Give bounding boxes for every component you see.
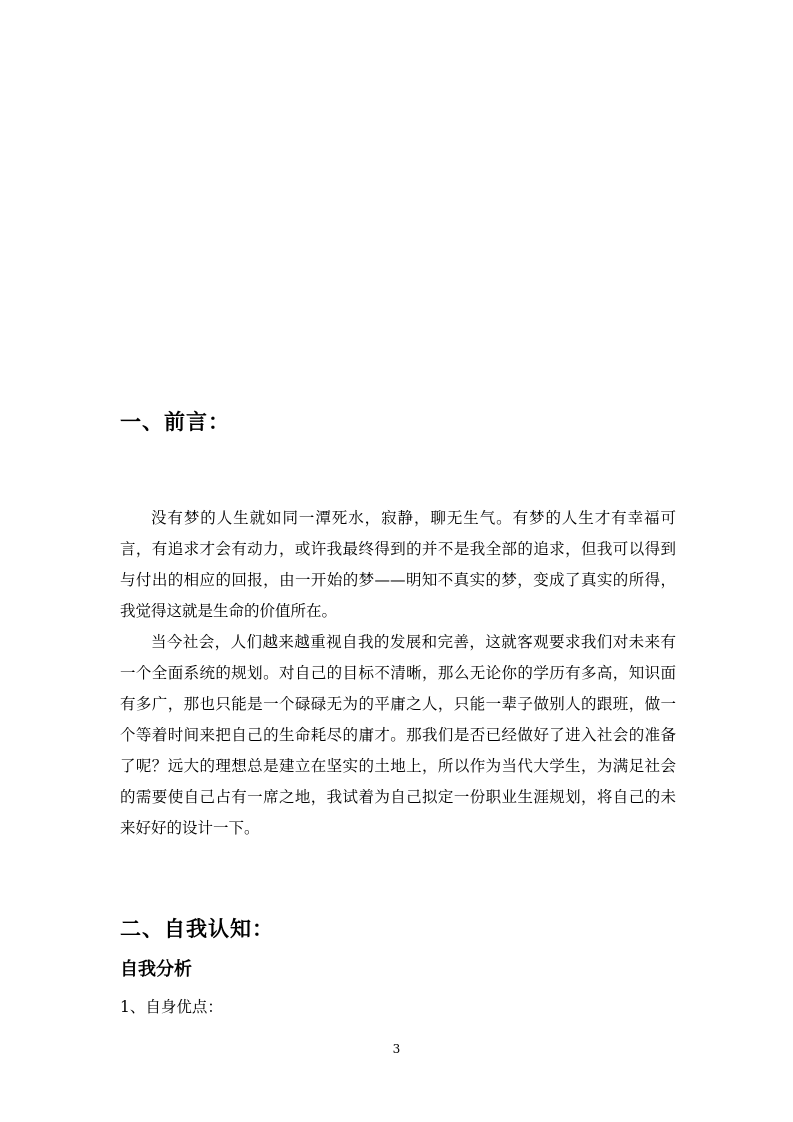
- list-item-strengths: 1、自身优点：: [120, 998, 223, 1016]
- subheading-self-analysis: 自我分析: [120, 959, 192, 980]
- page-number: 3: [392, 1042, 401, 1056]
- preface-paragraph-2: 当今社会，人们越来越重视自我的发展和完善，这就客观要求我们对未来有一个全面系统的规划。对自己的目标不清晰，那么无论你的学历有多高，知识面有多广，那也只能是一个碌碌无为的平庸之人，只能一辈子做别人的跟班，做一个等着时间来把自己的生命耗尽的庸才。那我们是否已经做好了进入社会的准备了呢？远大的理想总是建立在坚实的土地上，所以作为当代大学生，为满足社会的需要使自己占有一席之地，我试着为自己拟定一份职业生涯规划，将自己的未来好好的设计一下。: [120, 633, 676, 837]
- preface-paragraph-1: 没有梦的人生就如同一潭死水，寂静，聊无生气。有梦的人生才有幸福可言，有追求才会有动力，或许我最终得到的并不是我全部的追求，但我可以得到与付出的相应的回报，由一开始的梦——明知不真实的梦，变成了真实的所得，我觉得这就是生命的价值所在。: [120, 509, 676, 620]
- section-heading-self-awareness: 二、自我认知：: [120, 916, 274, 941]
- section-heading-preface: 一、前言：: [120, 409, 230, 434]
